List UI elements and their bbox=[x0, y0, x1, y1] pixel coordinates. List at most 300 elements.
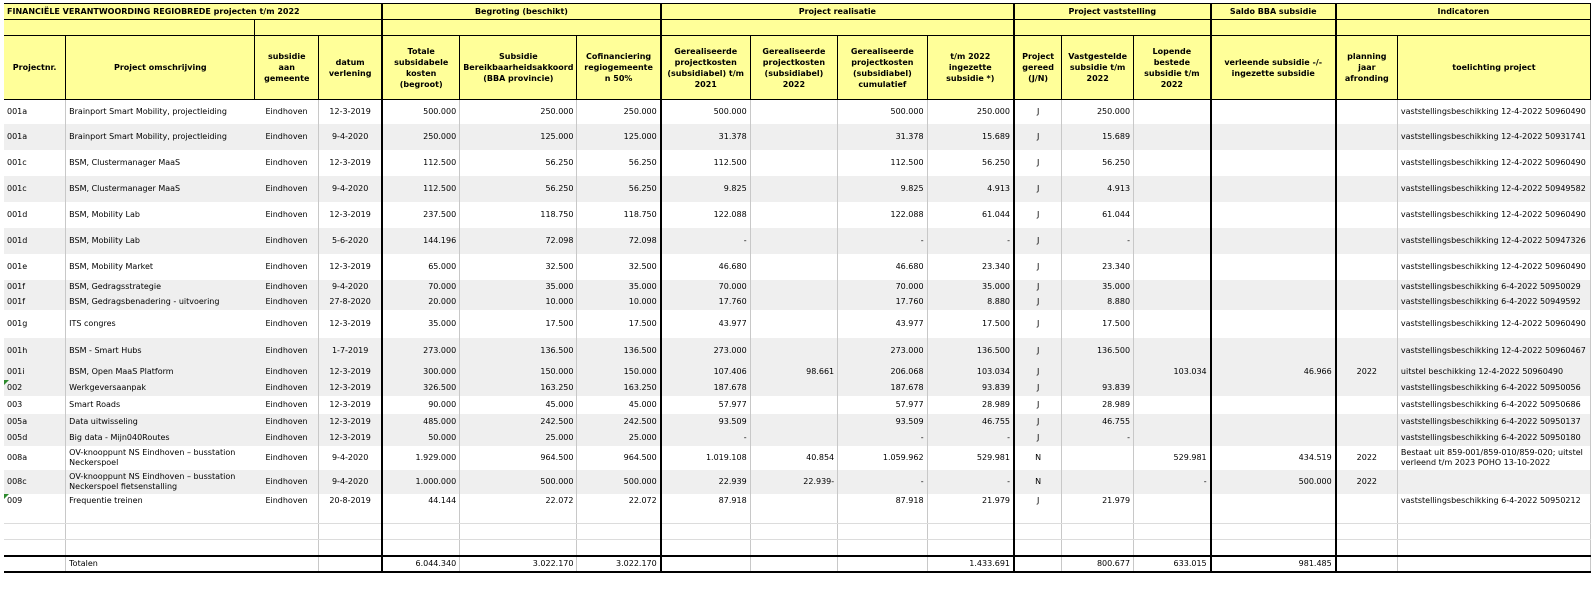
cell-cofinanciering: 10.000 bbox=[577, 294, 661, 310]
cell-realisatie-cumulatief bbox=[838, 524, 927, 540]
cell-toelichting bbox=[1397, 540, 1590, 556]
cell-realisatie-2021: 112.500 bbox=[661, 150, 750, 176]
cell-saldo bbox=[1211, 380, 1336, 396]
cell-lopende-subsidie bbox=[1134, 228, 1211, 254]
cell-totale-kosten: 112.500 bbox=[382, 150, 460, 176]
cell-gemeente: Eindhoven bbox=[255, 494, 319, 508]
cell-lopende-subsidie: 529.981 bbox=[1134, 446, 1211, 470]
cell-saldo bbox=[1211, 176, 1336, 202]
cell-lopende-subsidie bbox=[1134, 280, 1211, 294]
cell-projectnr: 001a bbox=[4, 100, 66, 124]
cell-realisatie-2021 bbox=[661, 540, 750, 556]
cell-projectnr: 005d bbox=[4, 430, 66, 446]
cell-gemeente: Eindhoven bbox=[255, 150, 319, 176]
cell-gereed: J bbox=[1014, 396, 1062, 414]
cell-gereed: J bbox=[1014, 414, 1062, 430]
cell-omschrijving: Brainport Smart Mobility, projectleiding bbox=[66, 100, 255, 124]
cell-projectnr: 002 bbox=[4, 380, 66, 396]
cell-realisatie-cumulatief: 70.000 bbox=[838, 280, 927, 294]
cell-toelichting: Bestaat uit 859-001/859-010/859-020; uitstel verleend t/m 2023 POHO 13-10-2022 bbox=[1397, 446, 1590, 470]
cell-realisatie-2021: - bbox=[661, 430, 750, 446]
cell-gereed: N bbox=[1014, 446, 1062, 470]
cell-subsidie-bba: 242.500 bbox=[460, 414, 577, 430]
total-toelichting bbox=[1397, 556, 1590, 572]
total-ingezette-subsidie: 1.433.691 bbox=[927, 556, 1014, 572]
cell-realisatie-cumulatief: 273.000 bbox=[838, 338, 927, 364]
cell-lopende-subsidie bbox=[1134, 396, 1211, 414]
spreadsheet bbox=[4, 3, 1591, 573]
cell-realisatie-2022: 40.854 bbox=[750, 446, 837, 470]
cell-cofinanciering: 136.500 bbox=[577, 338, 661, 364]
cell-totale-kosten bbox=[382, 508, 460, 524]
cell-saldo: 500.000 bbox=[1211, 470, 1336, 494]
cell-omschrijving: Smart Roads bbox=[66, 396, 255, 414]
cell-subsidie-bba: 964.500 bbox=[460, 446, 577, 470]
cell-realisatie-2021: 17.760 bbox=[661, 294, 750, 310]
cell-totale-kosten bbox=[382, 540, 460, 556]
cell-realisatie-cumulatief: 112.500 bbox=[838, 150, 927, 176]
cell-toelichting: vaststellingsbeschikking 6-4-2022 50950212 bbox=[1397, 494, 1590, 508]
cell-datum: 20-8-2019 bbox=[319, 494, 383, 508]
cell-omschrijving: BSM, Gedragsstrategie bbox=[66, 280, 255, 294]
cell-omschrijving: OV-knooppunt NS Eindhoven – busstation Neckerspoel fietsenstalling bbox=[66, 470, 255, 494]
totals-row bbox=[4, 556, 1591, 572]
cell-lopende-subsidie bbox=[1134, 124, 1211, 150]
cell-realisatie-2021: 22.939 bbox=[661, 470, 750, 494]
col-subsidie-bba-header: Subsidie Bereikbaarheidsakkoord (BBA provincie) bbox=[460, 36, 577, 100]
cell-totale-kosten bbox=[382, 524, 460, 540]
cell-gereed bbox=[1014, 524, 1062, 540]
cell-ingezette-subsidie: 35.000 bbox=[927, 280, 1014, 294]
cell-planning bbox=[1336, 310, 1398, 338]
cell-vastgestelde-subsidie: 4.913 bbox=[1062, 176, 1134, 202]
table-row bbox=[4, 364, 1591, 380]
cell-realisatie-cumulatief: 122.088 bbox=[838, 202, 927, 228]
cell-cofinanciering: 125.000 bbox=[577, 124, 661, 150]
table-row bbox=[4, 100, 1591, 124]
empty-header-cell bbox=[1336, 20, 1591, 36]
cell-toelichting: vaststellingsbeschikking 6-4-2022 50950686 bbox=[1397, 396, 1590, 414]
cell-omschrijving: BSM, Clustermanager MaaS bbox=[66, 176, 255, 202]
cell-vastgestelde-subsidie: 93.839 bbox=[1062, 380, 1134, 396]
cell-lopende-subsidie bbox=[1134, 524, 1211, 540]
cell-realisatie-cumulatief: 87.918 bbox=[838, 494, 927, 508]
col-realisatie-2022-header: Gerealiseerde projectkosten (subsidiabel) 2022 bbox=[750, 36, 837, 100]
cell-ingezette-subsidie: - bbox=[927, 430, 1014, 446]
empty-header-cell bbox=[4, 20, 255, 36]
group-indicatoren: Indicatoren bbox=[1336, 4, 1591, 20]
cell-gereed: J bbox=[1014, 294, 1062, 310]
cell-toelichting: vaststellingsbeschikking 12-4-2022 50960490 bbox=[1397, 100, 1590, 124]
cell-omschrijving bbox=[66, 524, 255, 540]
cell-subsidie-bba: 125.000 bbox=[460, 124, 577, 150]
spacer-row bbox=[4, 20, 1591, 36]
cell-datum bbox=[319, 508, 383, 524]
cell-realisatie-cumulatief: 187.678 bbox=[838, 380, 927, 396]
cell-cofinanciering: 45.000 bbox=[577, 396, 661, 414]
col-totale-kosten-header: Totale subsidabele kosten (begroot) bbox=[382, 36, 460, 100]
cell-gereed: J bbox=[1014, 380, 1062, 396]
cell-toelichting: vaststellingsbeschikking 12-4-2022 50931741 bbox=[1397, 124, 1590, 150]
cell-gemeente: Eindhoven bbox=[255, 280, 319, 294]
col-saldo-header: verleende subsidie -/- ingezette subsidie bbox=[1211, 36, 1336, 100]
cell-totale-kosten: 326.500 bbox=[382, 380, 460, 396]
cell-cofinanciering: 56.250 bbox=[577, 150, 661, 176]
cell-gemeente: Eindhoven bbox=[255, 446, 319, 470]
total-realisatie-2022 bbox=[750, 556, 837, 572]
cell-gereed: J bbox=[1014, 494, 1062, 508]
cell-planning bbox=[1336, 294, 1398, 310]
cell-toelichting: vaststellingsbeschikking 12-4-2022 50960490 bbox=[1397, 202, 1590, 228]
cell-planning bbox=[1336, 280, 1398, 294]
cell-ingezette-subsidie: 529.981 bbox=[927, 446, 1014, 470]
cell-vastgestelde-subsidie: 61.044 bbox=[1062, 202, 1134, 228]
cell-realisatie-2022: 98.661 bbox=[750, 364, 837, 380]
table-row bbox=[4, 414, 1591, 430]
cell-gereed: J bbox=[1014, 364, 1062, 380]
cell-datum bbox=[319, 524, 383, 540]
cell-projectnr: 001h bbox=[4, 338, 66, 364]
total-realisatie-cumulatief bbox=[838, 556, 927, 572]
cell-totale-kosten: 250.000 bbox=[382, 124, 460, 150]
empty-header-cell bbox=[382, 20, 661, 36]
cell-toelichting bbox=[1397, 524, 1590, 540]
cell-planning bbox=[1336, 124, 1398, 150]
cell-totale-kosten: 70.000 bbox=[382, 280, 460, 294]
cell-projectnr: 001d bbox=[4, 202, 66, 228]
cell-saldo: 46.966 bbox=[1211, 364, 1336, 380]
cell-ingezette-subsidie: - bbox=[927, 228, 1014, 254]
cell-planning bbox=[1336, 524, 1398, 540]
cell-vastgestelde-subsidie: 250.000 bbox=[1062, 100, 1134, 124]
cell-cofinanciering: 35.000 bbox=[577, 280, 661, 294]
cell-planning bbox=[1336, 430, 1398, 446]
cell-realisatie-2021: 273.000 bbox=[661, 338, 750, 364]
total-cofinanciering: 3.022.170 bbox=[577, 556, 661, 572]
cell-gemeente: Eindhoven bbox=[255, 470, 319, 494]
cell-subsidie-bba: 500.000 bbox=[460, 470, 577, 494]
cell-omschrijving: BSM - Smart Hubs bbox=[66, 338, 255, 364]
cell-realisatie-2021 bbox=[661, 508, 750, 524]
cell-planning bbox=[1336, 338, 1398, 364]
cell-datum: 9-4-2020 bbox=[319, 124, 383, 150]
cell-projectnr: 001i bbox=[4, 364, 66, 380]
cell-planning bbox=[1336, 380, 1398, 396]
cell-realisatie-2022 bbox=[750, 396, 837, 414]
cell-gemeente: Eindhoven bbox=[255, 338, 319, 364]
cell-cofinanciering: 32.500 bbox=[577, 254, 661, 280]
cell-ingezette-subsidie: 46.755 bbox=[927, 414, 1014, 430]
cell-realisatie-2021: 43.977 bbox=[661, 310, 750, 338]
cell-omschrijving: ITS congres bbox=[66, 310, 255, 338]
cell-projectnr: 001c bbox=[4, 150, 66, 176]
cell-cofinanciering bbox=[577, 508, 661, 524]
cell-cofinanciering bbox=[577, 540, 661, 556]
cell-datum: 12-3-2019 bbox=[319, 396, 383, 414]
col-realisatie-2021-header: Gerealiseerde projectkosten (subsidiabel) t/m 2021 bbox=[661, 36, 750, 100]
cell-planning bbox=[1336, 254, 1398, 280]
empty-header-cell bbox=[255, 20, 382, 36]
group-realisatie: Project realisatie bbox=[661, 4, 1014, 20]
cell-realisatie-2022 bbox=[750, 228, 837, 254]
cell-ingezette-subsidie: 56.250 bbox=[927, 150, 1014, 176]
cell-vastgestelde-subsidie: - bbox=[1062, 228, 1134, 254]
table-row bbox=[4, 338, 1591, 364]
cell-subsidie-bba: 22.072 bbox=[460, 494, 577, 508]
cell-cofinanciering bbox=[577, 524, 661, 540]
cell-realisatie-2022 bbox=[750, 494, 837, 508]
col-gereed-header: Project gereed (J/N) bbox=[1014, 36, 1062, 100]
cell-totale-kosten: 1.929.000 bbox=[382, 446, 460, 470]
cell-realisatie-2022 bbox=[750, 540, 837, 556]
cell-vastgestelde-subsidie bbox=[1062, 540, 1134, 556]
table-row bbox=[4, 380, 1591, 396]
cell-ingezette-subsidie bbox=[927, 540, 1014, 556]
cell-realisatie-2021: 1.019.108 bbox=[661, 446, 750, 470]
cell-saldo bbox=[1211, 508, 1336, 524]
table-row bbox=[4, 280, 1591, 294]
cell-lopende-subsidie bbox=[1134, 100, 1211, 124]
cell-gereed bbox=[1014, 508, 1062, 524]
cell-subsidie-bba: 118.750 bbox=[460, 202, 577, 228]
group-vaststelling: Project vaststelling bbox=[1014, 4, 1211, 20]
cell-realisatie-2021: 70.000 bbox=[661, 280, 750, 294]
cell-gemeente: Eindhoven bbox=[255, 310, 319, 338]
empty-header-cell bbox=[661, 20, 1014, 36]
total-gereed bbox=[1014, 556, 1062, 572]
col-toelichting-header: toelichting project bbox=[1397, 36, 1590, 100]
cell-gereed: J bbox=[1014, 124, 1062, 150]
cell-realisatie-2021: 107.406 bbox=[661, 364, 750, 380]
cell-datum: 12-3-2019 bbox=[319, 310, 383, 338]
cell-omschrijving: BSM, Gedragsbenadering - uitvoering bbox=[66, 294, 255, 310]
cell-subsidie-bba: 163.250 bbox=[460, 380, 577, 396]
cell-realisatie-cumulatief: 31.378 bbox=[838, 124, 927, 150]
cell-ingezette-subsidie: 103.034 bbox=[927, 364, 1014, 380]
cell-realisatie-cumulatief: 17.760 bbox=[838, 294, 927, 310]
cell-gereed bbox=[1014, 540, 1062, 556]
cell-cofinanciering: 56.250 bbox=[577, 176, 661, 202]
comment-indicator-icon bbox=[4, 494, 9, 499]
cell-omschrijving: Data uitwisseling bbox=[66, 414, 255, 430]
cell-totale-kosten: 112.500 bbox=[382, 176, 460, 202]
cell-subsidie-bba bbox=[460, 540, 577, 556]
cell-subsidie-bba: 45.000 bbox=[460, 396, 577, 414]
cell-totale-kosten: 273.000 bbox=[382, 338, 460, 364]
cell-planning bbox=[1336, 494, 1398, 508]
cell-totale-kosten: 90.000 bbox=[382, 396, 460, 414]
group-saldo: Saldo BBA subsidie bbox=[1211, 4, 1336, 20]
cell-ingezette-subsidie: 61.044 bbox=[927, 202, 1014, 228]
cell-cofinanciering: 150.000 bbox=[577, 364, 661, 380]
cell-omschrijving: Werkgeversaanpak bbox=[66, 380, 255, 396]
table-row bbox=[4, 254, 1591, 280]
cell-realisatie-cumulatief: 1.059.962 bbox=[838, 446, 927, 470]
cell-saldo: 434.519 bbox=[1211, 446, 1336, 470]
cell-realisatie-2022 bbox=[750, 202, 837, 228]
cell-saldo bbox=[1211, 430, 1336, 446]
cell-toelichting: vaststellingsbeschikking 12-4-2022 50960490 bbox=[1397, 254, 1590, 280]
cell-saldo bbox=[1211, 150, 1336, 176]
cell-gemeente: Eindhoven bbox=[255, 414, 319, 430]
cell-gemeente: Eindhoven bbox=[255, 396, 319, 414]
cell-projectnr: 005a bbox=[4, 414, 66, 430]
sheet-title: FINANCIËLE VERANTWOORDING REGIOBREDE projecten t/m 2022 bbox=[4, 4, 382, 20]
cell-realisatie-2021: 500.000 bbox=[661, 100, 750, 124]
cell-cofinanciering: 964.500 bbox=[577, 446, 661, 470]
cell-vastgestelde-subsidie: 21.979 bbox=[1062, 494, 1134, 508]
cell-realisatie-cumulatief: 57.977 bbox=[838, 396, 927, 414]
table-row bbox=[4, 310, 1591, 338]
cell-omschrijving bbox=[66, 508, 255, 524]
cell-subsidie-bba: 25.000 bbox=[460, 430, 577, 446]
cell-totale-kosten: 500.000 bbox=[382, 100, 460, 124]
cell-subsidie-bba: 56.250 bbox=[460, 150, 577, 176]
col-planning-header: planning jaar afronding bbox=[1336, 36, 1398, 100]
cell-gemeente bbox=[255, 524, 319, 540]
cell-toelichting: uitstel beschikking 12-4-2022 50960490 bbox=[1397, 364, 1590, 380]
empty-row bbox=[4, 540, 1591, 556]
cell-totale-kosten: 50.000 bbox=[382, 430, 460, 446]
totals-label: Totalen bbox=[66, 556, 255, 572]
cell-ingezette-subsidie: 28.989 bbox=[927, 396, 1014, 414]
cell-gemeente: Eindhoven bbox=[255, 202, 319, 228]
col-gemeente-header: subsidie aan gemeente bbox=[255, 36, 319, 100]
cell-vastgestelde-subsidie: 15.689 bbox=[1062, 124, 1134, 150]
cell-saldo bbox=[1211, 294, 1336, 310]
cell-realisatie-2022 bbox=[750, 100, 837, 124]
cell-ingezette-subsidie: 8.880 bbox=[927, 294, 1014, 310]
cell-projectnr: 009 bbox=[4, 494, 66, 508]
cell-lopende-subsidie bbox=[1134, 494, 1211, 508]
cell-subsidie-bba: 35.000 bbox=[460, 280, 577, 294]
cell-projectnr: 001a bbox=[4, 124, 66, 150]
cell-projectnr: 001e bbox=[4, 254, 66, 280]
column-header-row bbox=[4, 36, 1591, 100]
cell-lopende-subsidie bbox=[1134, 338, 1211, 364]
cell-projectnr: 001f bbox=[4, 280, 66, 294]
cell-vastgestelde-subsidie: 136.500 bbox=[1062, 338, 1134, 364]
cell-realisatie-2022 bbox=[750, 524, 837, 540]
empty-row bbox=[4, 524, 1591, 540]
cell-datum: 12-3-2019 bbox=[319, 150, 383, 176]
cell-lopende-subsidie bbox=[1134, 310, 1211, 338]
cell-cofinanciering: 163.250 bbox=[577, 380, 661, 396]
cell-totale-kosten: 300.000 bbox=[382, 364, 460, 380]
cell-planning bbox=[1336, 100, 1398, 124]
cell-gemeente: Eindhoven bbox=[255, 228, 319, 254]
cell-lopende-subsidie bbox=[1134, 414, 1211, 430]
cell-ingezette-subsidie: 93.839 bbox=[927, 380, 1014, 396]
cell-totale-kosten: 237.500 bbox=[382, 202, 460, 228]
cell-datum: 12-3-2019 bbox=[319, 364, 383, 380]
empty-header-cell bbox=[1211, 20, 1336, 36]
cell-realisatie-2021: 87.918 bbox=[661, 494, 750, 508]
cell-realisatie-cumulatief: 206.068 bbox=[838, 364, 927, 380]
cell-subsidie-bba bbox=[460, 508, 577, 524]
cell-planning: 2022 bbox=[1336, 470, 1398, 494]
table-row bbox=[4, 396, 1591, 414]
cell-ingezette-subsidie: 4.913 bbox=[927, 176, 1014, 202]
table-row bbox=[4, 150, 1591, 176]
cell-lopende-subsidie: 103.034 bbox=[1134, 364, 1211, 380]
cell-omschrijving: Brainport Smart Mobility, projectleiding bbox=[66, 124, 255, 150]
group-begroting: Begroting (beschikt) bbox=[382, 4, 661, 20]
cell-planning bbox=[1336, 228, 1398, 254]
cell-toelichting: vaststellingsbeschikking 12-4-2022 50947326 bbox=[1397, 228, 1590, 254]
cell-toelichting: vaststellingsbeschikking 6-4-2022 50949592 bbox=[1397, 294, 1590, 310]
cell-realisatie-2022 bbox=[750, 124, 837, 150]
cell-subsidie-bba: 150.000 bbox=[460, 364, 577, 380]
table-row bbox=[4, 446, 1591, 470]
cell-saldo bbox=[1211, 414, 1336, 430]
cell-realisatie-cumulatief: 46.680 bbox=[838, 254, 927, 280]
cell-vastgestelde-subsidie bbox=[1062, 524, 1134, 540]
cell-omschrijving: Big data - Mijn040Routes bbox=[66, 430, 255, 446]
col-datum-header: datum verlening bbox=[319, 36, 383, 100]
cell-realisatie-2021: 31.378 bbox=[661, 124, 750, 150]
cell-gereed: J bbox=[1014, 254, 1062, 280]
cell-subsidie-bba: 56.250 bbox=[460, 176, 577, 202]
cell-gereed: J bbox=[1014, 338, 1062, 364]
cell-realisatie-2022: 22.939- bbox=[750, 470, 837, 494]
cell-realisatie-2022 bbox=[750, 508, 837, 524]
cell-projectnr: 001c bbox=[4, 176, 66, 202]
cell-subsidie-bba bbox=[460, 524, 577, 540]
total-lopende-subsidie: 633.015 bbox=[1134, 556, 1211, 572]
cell-toelichting bbox=[1397, 508, 1590, 524]
cell-gereed: J bbox=[1014, 430, 1062, 446]
cell-gemeente bbox=[255, 508, 319, 524]
total-planning bbox=[1336, 556, 1398, 572]
col-projectnr-header: Projectnr. bbox=[4, 36, 66, 100]
cell-projectnr bbox=[4, 524, 66, 540]
cell-toelichting: vaststellingsbeschikking 6-4-2022 50950056 bbox=[1397, 380, 1590, 396]
cell-realisatie-cumulatief: - bbox=[838, 430, 927, 446]
cell-cofinanciering: 242.500 bbox=[577, 414, 661, 430]
cell-totale-kosten: 20.000 bbox=[382, 294, 460, 310]
total-realisatie-2021 bbox=[661, 556, 750, 572]
total-totale-kosten: 6.044.340 bbox=[382, 556, 460, 572]
cell-realisatie-2022 bbox=[750, 150, 837, 176]
col-ingezette-subsidie-header: t/m 2022 ingezette subsidie *) bbox=[927, 36, 1014, 100]
cell-datum: 27-8-2020 bbox=[319, 294, 383, 310]
cell-lopende-subsidie bbox=[1134, 430, 1211, 446]
cell-lopende-subsidie bbox=[1134, 508, 1211, 524]
title-row bbox=[4, 4, 1591, 20]
col-cofinanciering-header: Cofinanciering regiogemeente n 50% bbox=[577, 36, 661, 100]
cell-saldo bbox=[1211, 310, 1336, 338]
cell-planning: 2022 bbox=[1336, 446, 1398, 470]
empty-row bbox=[4, 508, 1591, 524]
cell-toelichting: vaststellingsbeschikking 12-4-2022 50949582 bbox=[1397, 176, 1590, 202]
cell-gereed: J bbox=[1014, 280, 1062, 294]
cell-totale-kosten: 144.196 bbox=[382, 228, 460, 254]
cell-realisatie-cumulatief: - bbox=[838, 470, 927, 494]
cell-realisatie-2021 bbox=[661, 524, 750, 540]
cell-vastgestelde-subsidie bbox=[1062, 508, 1134, 524]
cell-subsidie-bba: 250.000 bbox=[460, 100, 577, 124]
cell-saldo bbox=[1211, 100, 1336, 124]
cell-lopende-subsidie bbox=[1134, 254, 1211, 280]
cell-planning bbox=[1336, 202, 1398, 228]
cell-realisatie-cumulatief: 9.825 bbox=[838, 176, 927, 202]
col-omschrijving-header: Project omschrijving bbox=[66, 36, 255, 100]
cell-realisatie-2021: 57.977 bbox=[661, 396, 750, 414]
cell-planning bbox=[1336, 414, 1398, 430]
col-realisatie-cumulatief-header: Gerealiseerde projectkosten (subsidiabel) cumulatief bbox=[838, 36, 927, 100]
table-row bbox=[4, 294, 1591, 310]
